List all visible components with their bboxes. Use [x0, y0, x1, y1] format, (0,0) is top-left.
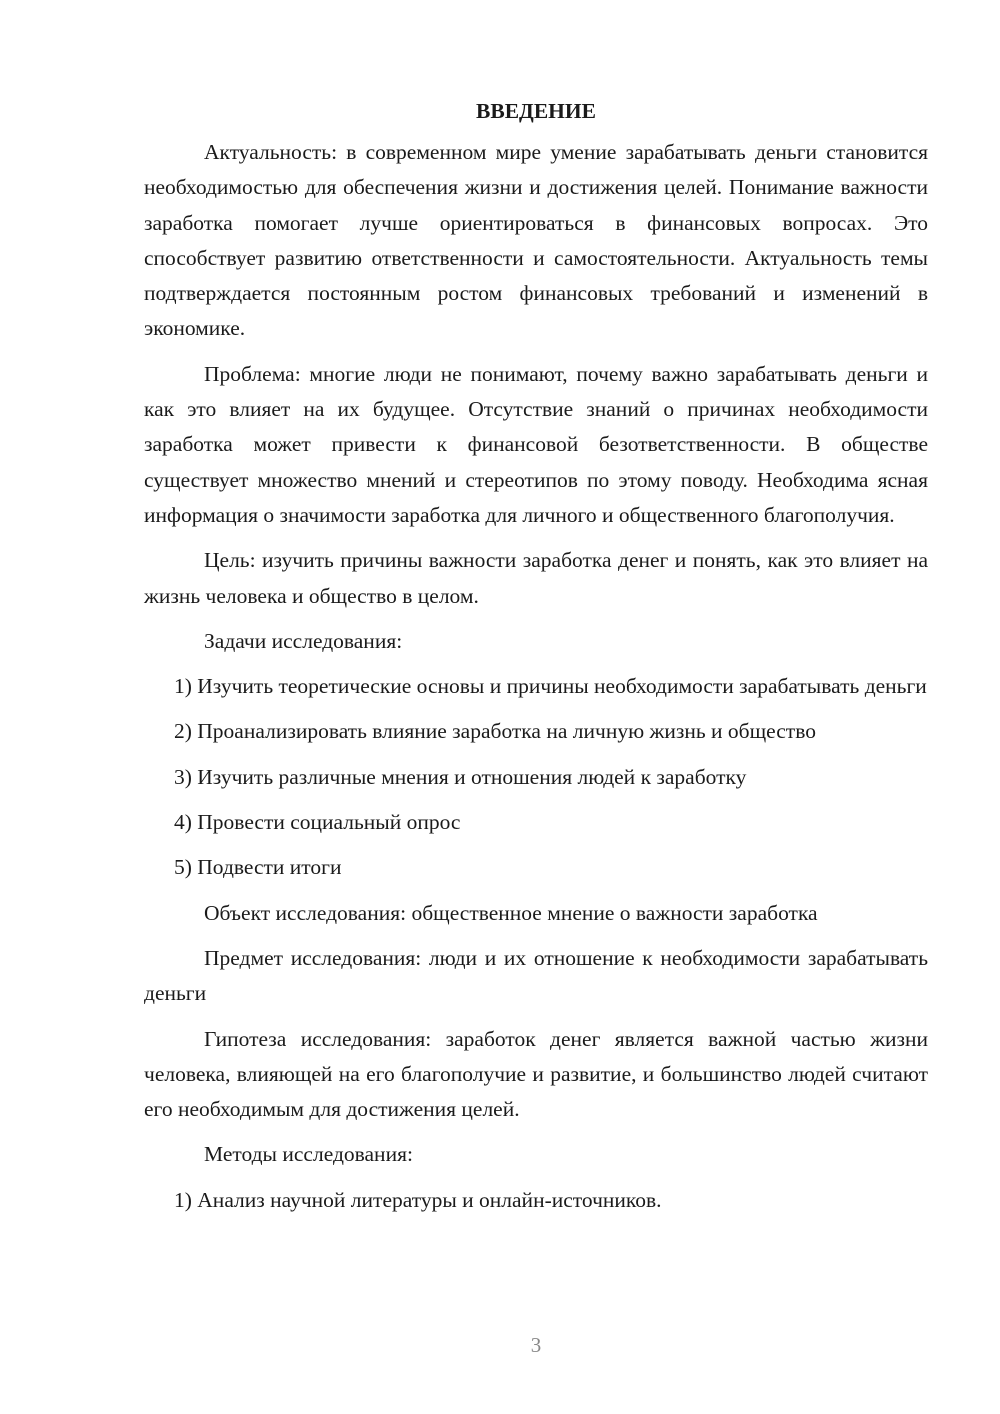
- methods-title: Методы исследования:: [204, 1142, 413, 1167]
- task-item-5: 5) Подвести итоги: [174, 855, 342, 880]
- section-heading: ВВЕДЕНИЕ: [476, 99, 596, 123]
- task-item-3: 3) Изучить различные мнения и отношения людей к заработку: [174, 764, 747, 789]
- paragraph-hypothesis: Гипотеза исследования: заработок денег является важной частью жизни человека, влияющей на его благополучие и развитие, и большинство людей считают его необходимым для достижения целей.: [144, 1026, 928, 1122]
- paragraph-subject: Предмет исследования: люди и их отношение к необходимости зарабатывать деньги: [144, 945, 928, 1006]
- paragraph-relevance: Актуальность: в современном мире умение зарабатывать деньги становится необходимостью для обеспечения жизни и достижения целей. Понимание важности заработка помогает лучше ориентироваться в финансовых вопросах. Это способствует развитию ответственности и самостоятельности. Актуальность темы подтверждается постоянным ростом финансовых требований и изменений в экономике.: [144, 140, 928, 341]
- task-item-2: 2) Проанализировать влияние заработка на личную жизнь и общество: [174, 719, 816, 744]
- tasks-title: Задачи исследования:: [204, 628, 403, 653]
- page-content: [144, 96, 928, 1218]
- task-item-4: 4) Провести социальный опрос: [174, 810, 461, 835]
- method-item-1: 1) Анализ научной литературы и онлайн-источников.: [174, 1187, 662, 1212]
- paragraph-goal: Цель: изучить причины важности заработка денег и понять, как это влияет на жизнь человека и общество в целом.: [144, 548, 928, 608]
- task-item-1: 1) Изучить теоретические основы и причины необходимости зарабатывать деньги: [174, 674, 927, 699]
- page-number: 3: [530, 1333, 542, 1357]
- paragraph-problem: Проблема: многие люди не понимают, почему важно зарабатывать деньги и как это влияет на их будущее. Отсутствие знаний о причинах необходимости заработка может привести к финансовой безответственности. В обществе существует множество мнений и стереотипов по этому поводу. Необходима ясная информация о значимости заработка для личного и общественного благополучия.: [144, 361, 928, 527]
- paragraph-object: Объект исследования: общественное мнение о важности заработка: [204, 900, 818, 925]
